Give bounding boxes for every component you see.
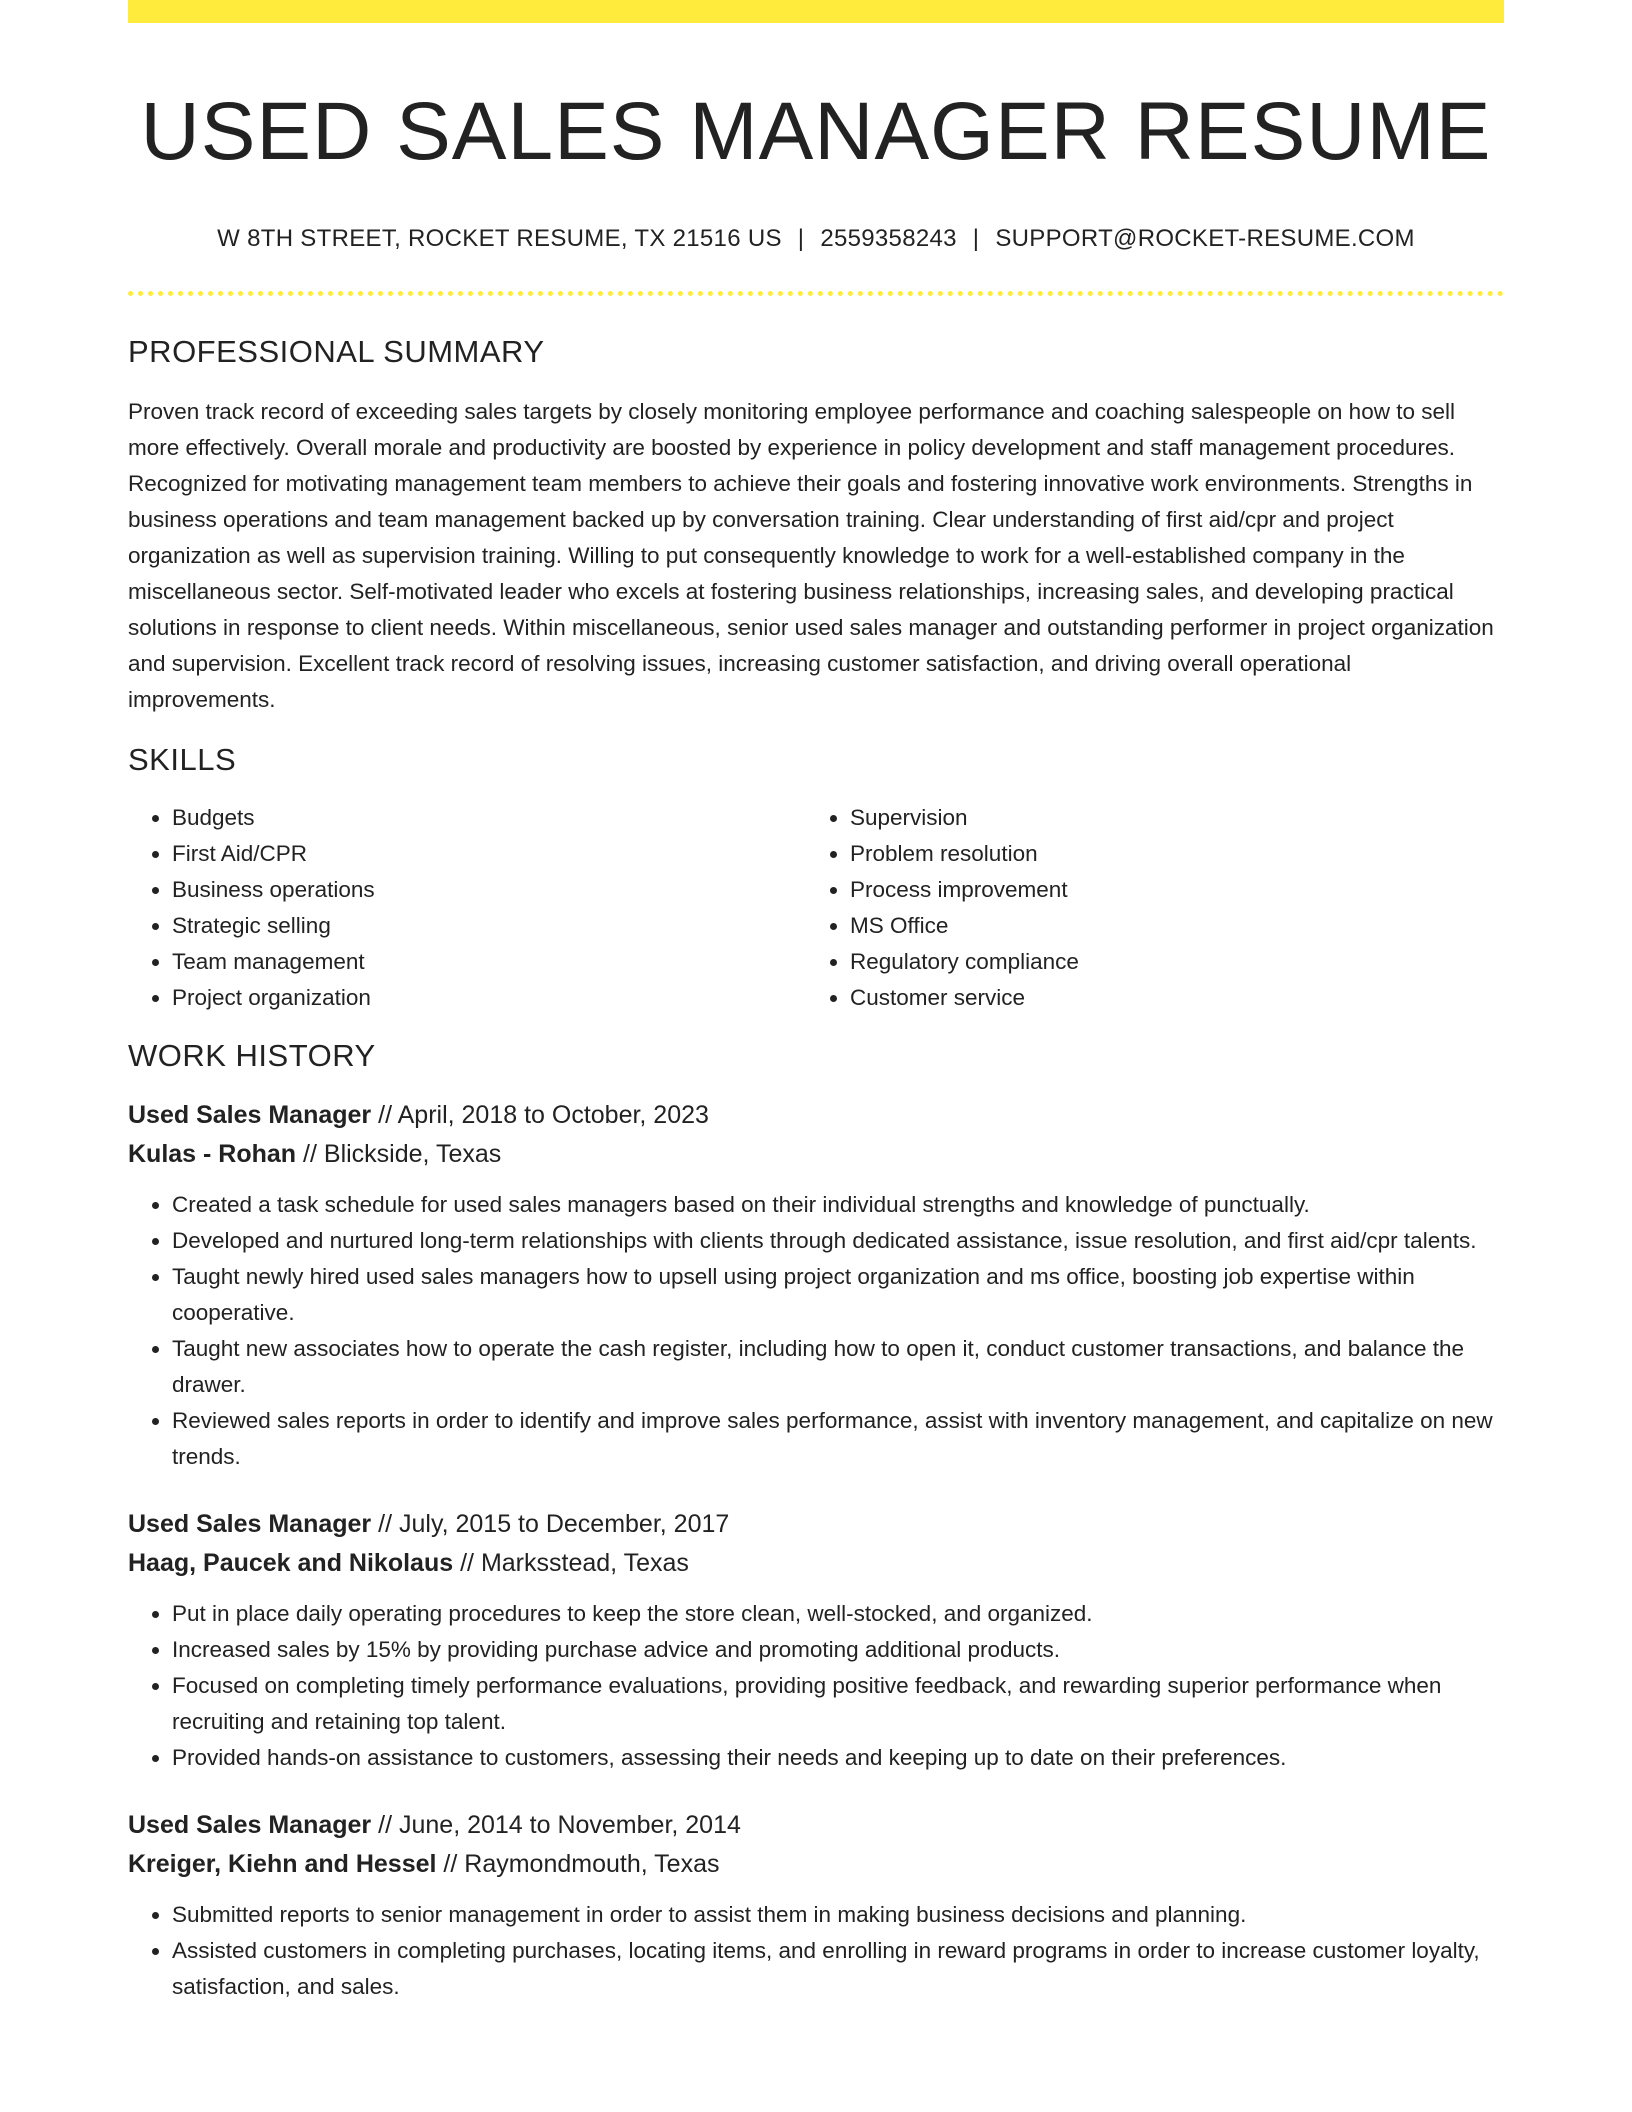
- job-bullet: • Increased sales by 15% by providing purchase advice and promoting additional products.: [172, 1632, 1504, 1668]
- job-dates: June, 2014 to November, 2014: [398, 1811, 741, 1840]
- section-heading-skills: SKILLS: [128, 742, 237, 778]
- job-bullet: • Developed and nurtured long-term relationships with clients through dedicated assistance, issue resolution, and first aid/cpr talents.: [172, 1223, 1504, 1259]
- job-bullet: • Assisted customers in completing purchases, locating items, and enrolling in reward programs in order to increase customer loyalty, satisfaction, and sales.: [172, 1933, 1504, 2005]
- job-bullets: [128, 1187, 1504, 1475]
- dotted-divider: [128, 291, 1504, 296]
- job-title: Used Sales Manager: [128, 1811, 372, 1840]
- contact-phone: 2559358243: [820, 225, 957, 253]
- job-title: Used Sales Manager: [128, 1510, 372, 1539]
- professional-summary-section: [128, 334, 1504, 718]
- job-title-line: [128, 1505, 1504, 1544]
- job-entry: [128, 1505, 1504, 1776]
- job-separator: //: [303, 1140, 317, 1169]
- job-entry: [128, 1096, 1504, 1475]
- job-location: Blickside, Texas: [323, 1140, 502, 1169]
- job-separator: //: [378, 1811, 393, 1840]
- job-bullet: • Put in place daily operating procedures to keep the store clean, well-stocked, and organized.: [172, 1596, 1504, 1632]
- job-company: Kreiger, Kiehn and Hessel: [128, 1850, 437, 1879]
- skill-item: • Team management: [172, 944, 806, 980]
- skill-item: • Business operations: [172, 872, 806, 908]
- resume-page: [128, 0, 1504, 2005]
- job-title-line: [128, 1806, 1504, 1845]
- job-bullet: • Taught new associates how to operate the cash register, including how to open it, conduct customer transactions, and balance the drawer.: [172, 1331, 1504, 1403]
- job-bullet: • Taught newly hired used sales managers how to upsell using project organization and ms office, boosting job expertise within cooperative.: [172, 1259, 1504, 1331]
- contact-email: SUPPORT@ROCKET-RESUME.COM: [995, 225, 1415, 253]
- job-bullet: • Reviewed sales reports in order to identify and improve sales performance, assist with inventory management, and capitalize on new trends.: [172, 1403, 1504, 1475]
- job-company: Kulas - Rohan: [128, 1140, 297, 1169]
- job-company-line: [128, 1544, 1504, 1583]
- skills-list-right: [806, 800, 1484, 1016]
- job-bullet: • Provided hands-on assistance to customers, assessing their needs and keeping up to date on their preferences.: [172, 1740, 1504, 1776]
- job-bullet: • Submitted reports to senior management in order to assist them in making business decisions and planning.: [172, 1897, 1504, 1933]
- job-separator: //: [443, 1850, 458, 1879]
- job-title: Used Sales Manager: [128, 1101, 372, 1130]
- top-accent-bar: [128, 0, 1504, 23]
- job-bullets: [128, 1897, 1504, 2005]
- job-dates: July, 2015 to December, 2017: [398, 1510, 730, 1539]
- job-company-line: [128, 1135, 1504, 1174]
- job-company-line: [128, 1845, 1504, 1884]
- skill-item: • Problem resolution: [850, 836, 1484, 872]
- section-heading-work: WORK HISTORY: [128, 1038, 376, 1074]
- job-separator: //: [460, 1549, 474, 1578]
- skill-item: • Process improvement: [850, 872, 1484, 908]
- job-bullet: • Focused on completing timely performance evaluations, providing positive feedback, and rewarding superior performance when recruiting and retaining top talent.: [172, 1668, 1504, 1740]
- job-bullets: [128, 1596, 1504, 1776]
- skill-item: • Regulatory compliance: [850, 944, 1484, 980]
- job-location: Marksstead, Texas: [480, 1549, 689, 1578]
- contact-line: [128, 225, 1504, 253]
- skill-item: • Budgets: [172, 800, 806, 836]
- contact-address: W 8TH STREET, ROCKET RESUME, TX 21516 US: [217, 225, 782, 253]
- job-bullet: • Created a task schedule for used sales managers based on their individual strengths and knowledge of punctually.: [172, 1187, 1504, 1223]
- page-title: USED SALES MANAGER RESUME: [140, 86, 1492, 177]
- job-title-line: [128, 1096, 1504, 1135]
- job-dates: April, 2018 to October, 2023: [397, 1101, 709, 1130]
- job-company: Haag, Paucek and Nikolaus: [128, 1549, 454, 1578]
- work-history-section: [128, 1038, 1504, 2005]
- contact-separator: |: [972, 225, 980, 253]
- skill-item: • Strategic selling: [172, 908, 806, 944]
- skill-item: • First Aid/CPR: [172, 836, 806, 872]
- job-entry: [128, 1806, 1504, 2005]
- skill-item: • Project organization: [172, 980, 806, 1016]
- skill-item: • Customer service: [850, 980, 1484, 1016]
- job-location: Raymondmouth, Texas: [464, 1850, 720, 1879]
- skills-section: [128, 742, 1504, 1016]
- contact-separator: |: [797, 225, 805, 253]
- summary-text: Proven track record of exceeding sales targets by closely monitoring employee performance and coaching salespeople on how to sell more effectively. Overall morale and productivity are boosted by experience in policy development and staff management procedures. Recognized for motivating management team members to achieve their goals and fostering innovative work environments. Strengths in business operations and team management backed up by conversation training. Clear understanding of first aid/cpr and project organization as well as supervision training. Willing to put consequently knowledge to work for a well-established company in the miscellaneous sector. Self-motivated leader who excels at fostering business relationships, increasing sales, and developing practical solutions in response to client needs. Within miscellaneous, senior used sales manager and outstanding performer in project organization and supervision. Excellent track record of resolving issues, increasing customer satisfaction, and driving overall operational improvements.: [128, 399, 1494, 713]
- skill-item: • MS Office: [850, 908, 1484, 944]
- skill-item: • Supervision: [850, 800, 1484, 836]
- skills-list-left: [128, 800, 806, 1016]
- job-separator: //: [378, 1101, 393, 1130]
- job-separator: //: [378, 1510, 393, 1539]
- skills-columns: [128, 800, 1504, 1016]
- section-heading-summary: PROFESSIONAL SUMMARY: [128, 334, 545, 370]
